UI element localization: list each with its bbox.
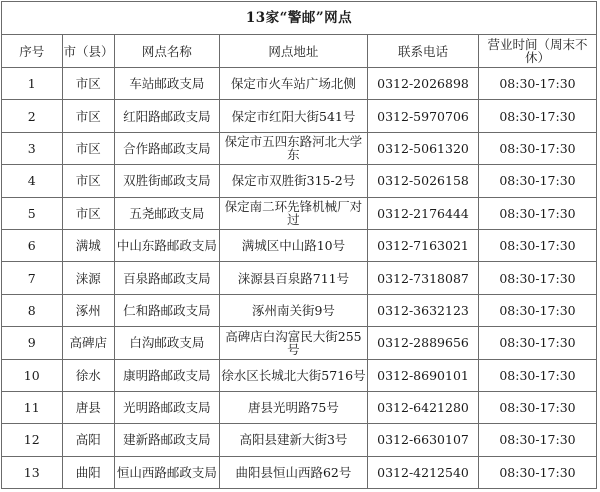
cell-city: 市区 (62, 165, 114, 197)
cell-no: 11 (2, 391, 63, 423)
cell-no: 9 (2, 327, 63, 359)
cell-phone: 0312-5061320 (368, 132, 479, 164)
header-name: 网点名称 (114, 35, 219, 68)
cell-city: 涞源 (62, 262, 114, 294)
table-row (2, 327, 597, 359)
cell-address: 涞源县百泉路711号 (219, 262, 367, 294)
cell-hours: 08:30-17:30 (478, 165, 596, 197)
cell-phone: 0312-2889656 (368, 327, 479, 359)
cell-phone: 0312-6421280 (368, 391, 479, 423)
cell-name: 中山东路邮政支局 (114, 229, 219, 261)
post-office-table (1, 1, 597, 489)
cell-no: 12 (2, 424, 63, 456)
cell-no: 13 (2, 456, 63, 488)
cell-city: 高碑店 (62, 327, 114, 359)
cell-hours: 08:30-17:30 (478, 229, 596, 261)
cell-hours: 08:30-17:30 (478, 100, 596, 132)
header-city: 市（县） (62, 35, 114, 68)
cell-address: 涿州南关街9号 (219, 294, 367, 326)
cell-address: 曲阳县恒山西路62号 (219, 456, 367, 488)
cell-name: 光明路邮政支局 (114, 391, 219, 423)
cell-city: 高阳 (62, 424, 114, 456)
cell-phone: 0312-5970706 (368, 100, 479, 132)
cell-hours: 08:30-17:30 (478, 456, 596, 488)
cell-name: 仁和路邮政支局 (114, 294, 219, 326)
cell-name: 双胜街邮政支局 (114, 165, 219, 197)
cell-no: 8 (2, 294, 63, 326)
cell-address: 唐县光明路75号 (219, 391, 367, 423)
cell-name: 康明路邮政支局 (114, 359, 219, 391)
cell-city: 市区 (62, 100, 114, 132)
cell-city: 曲阳 (62, 456, 114, 488)
table-row (2, 294, 597, 326)
cell-no: 5 (2, 197, 63, 229)
cell-no: 10 (2, 359, 63, 391)
cell-hours: 08:30-17:30 (478, 359, 596, 391)
cell-city: 涿州 (62, 294, 114, 326)
cell-name: 恒山西路邮政支局 (114, 456, 219, 488)
cell-city: 满城 (62, 229, 114, 261)
table-row (2, 68, 597, 100)
table-title: 13家“警邮”网点 (2, 2, 597, 35)
cell-city: 唐县 (62, 391, 114, 423)
cell-name: 五尧邮政支局 (114, 197, 219, 229)
cell-hours: 08:30-17:30 (478, 68, 596, 100)
cell-address: 保定市五四东路河北大学东 (219, 132, 367, 164)
cell-name: 合作路邮政支局 (114, 132, 219, 164)
cell-address: 徐水区长城北大街5716号 (219, 359, 367, 391)
table-row (2, 197, 597, 229)
cell-address: 保定市双胜街315-2号 (219, 165, 367, 197)
cell-city: 徐水 (62, 359, 114, 391)
cell-name: 红阳路邮政支局 (114, 100, 219, 132)
table-row (2, 456, 597, 488)
cell-city: 市区 (62, 68, 114, 100)
cell-name: 建新路邮政支局 (114, 424, 219, 456)
cell-no: 3 (2, 132, 63, 164)
cell-phone: 0312-6630107 (368, 424, 479, 456)
cell-name: 车站邮政支局 (114, 68, 219, 100)
header-row (2, 35, 597, 68)
header-hours: 营业时间（周末不休） (478, 35, 596, 68)
table-row (2, 424, 597, 456)
header-address: 网点地址 (219, 35, 367, 68)
cell-address: 高碑店白沟富民大街255号 (219, 327, 367, 359)
cell-address: 高阳县建新大街3号 (219, 424, 367, 456)
header-phone: 联系电话 (368, 35, 479, 68)
cell-no: 1 (2, 68, 63, 100)
cell-hours: 08:30-17:30 (478, 197, 596, 229)
header-no: 序号 (2, 35, 63, 68)
table-row (2, 391, 597, 423)
cell-address: 保定市红阳大街541号 (219, 100, 367, 132)
cell-name: 白沟邮政支局 (114, 327, 219, 359)
cell-city: 市区 (62, 132, 114, 164)
cell-address: 保定南二环先锋机械厂对过 (219, 197, 367, 229)
table-row (2, 359, 597, 391)
cell-phone: 0312-5026158 (368, 165, 479, 197)
cell-address: 满城区中山路10号 (219, 229, 367, 261)
cell-hours: 08:30-17:30 (478, 262, 596, 294)
cell-hours: 08:30-17:30 (478, 327, 596, 359)
cell-phone: 0312-3632123 (368, 294, 479, 326)
cell-hours: 08:30-17:30 (478, 391, 596, 423)
table-body (2, 68, 597, 489)
table-row (2, 165, 597, 197)
cell-phone: 0312-2176444 (368, 197, 479, 229)
cell-hours: 08:30-17:30 (478, 424, 596, 456)
cell-phone: 0312-8690101 (368, 359, 479, 391)
cell-no: 4 (2, 165, 63, 197)
cell-hours: 08:30-17:30 (478, 132, 596, 164)
cell-no: 6 (2, 229, 63, 261)
cell-phone: 0312-7318087 (368, 262, 479, 294)
cell-city: 市区 (62, 197, 114, 229)
table-row (2, 262, 597, 294)
cell-no: 7 (2, 262, 63, 294)
post-office-table-container (1, 1, 597, 489)
table-row (2, 100, 597, 132)
cell-address: 保定市火车站广场北侧 (219, 68, 367, 100)
cell-phone: 0312-4212540 (368, 456, 479, 488)
cell-phone: 0312-2026898 (368, 68, 479, 100)
cell-phone: 0312-7163021 (368, 229, 479, 261)
cell-no: 2 (2, 100, 63, 132)
cell-hours: 08:30-17:30 (478, 294, 596, 326)
table-row (2, 229, 597, 261)
cell-name: 百泉路邮政支局 (114, 262, 219, 294)
table-row (2, 132, 597, 164)
